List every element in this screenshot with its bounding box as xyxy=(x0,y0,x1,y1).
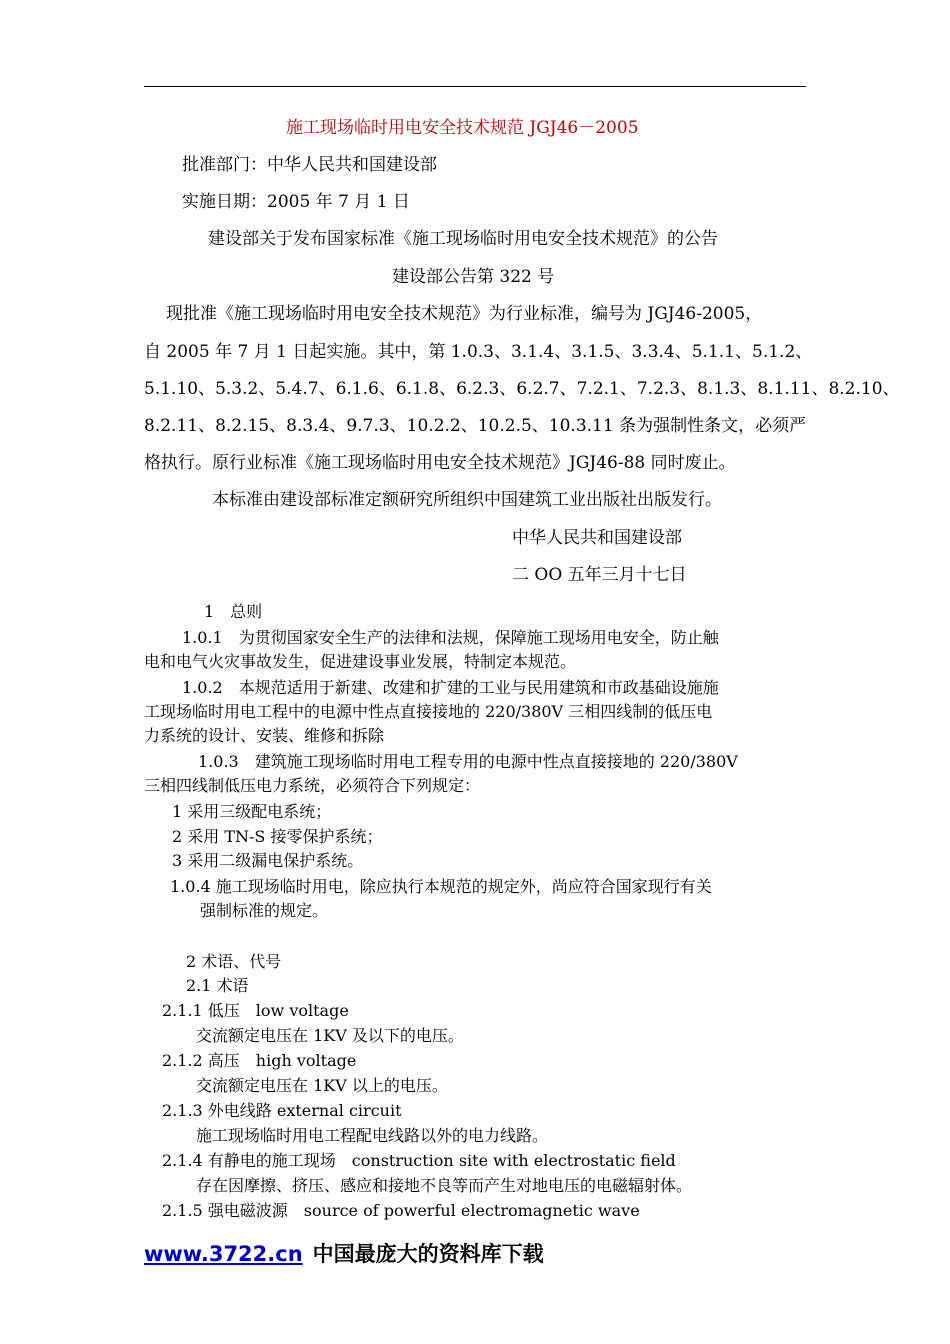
clause-line: 工现场临时用电工程中的电源中性点直接接地的 220/380V 三相四线制的低压电 xyxy=(144,702,713,721)
effective-date: 实施日期：2005 年 7 月 1 日 xyxy=(182,192,410,212)
footer-link[interactable]: www.3722.cn xyxy=(144,1242,303,1266)
clause-line: 1.0.4 施工现场临时用电，除应执行本规范的规定外，尚应符合国家现行有关 xyxy=(170,877,712,896)
announcement-line: 5.1.10、5.3.2、5.4.7、6.1.6、6.1.8、6.2.3、6.2.7、7.2.1、7.2.3、8.1.3、8.1.11、8.2.10、 xyxy=(144,379,900,399)
list-item: 3 采用二级漏电保护系统。 xyxy=(172,851,364,870)
header-rule xyxy=(144,86,806,87)
signature-date: 二 OO 五年三月十七日 xyxy=(512,565,687,585)
announcement-line: 8.2.11、8.2.15、8.3.4、9.7.3、10.2.2、10.2.5、10.3.11 条为强制性条文，必须严 xyxy=(144,416,807,436)
clause-line: 1.0.1 为贯彻国家安全生产的法律和法规，保障施工现场用电安全，防止触 xyxy=(182,628,719,647)
announcement-line: 自 2005 年 7 月 1 日起实施。其中，第 1.0.3、3.1.4、3.1.5、3.3.4、5.1.1、5.1.2、 xyxy=(144,342,813,362)
term-line: 2.1.3 外电线路 external circuit xyxy=(162,1101,402,1120)
list-item: 2 采用 TN-S 接零保护系统； xyxy=(172,827,383,846)
announcement-title: 建设部关于发布国家标准《施工现场临时用电安全技术规范》的公告 xyxy=(208,229,718,249)
term-line: 2.1.1 低压 low voltage xyxy=(162,1001,349,1020)
publish-note: 本标准由建设部标准定额研究所组织中国建筑工业出版社出版发行。 xyxy=(212,490,722,510)
announcement-line: 现批准《施工现场临时用电安全技术规范》为行业标准，编号为 JGJ46-2005， xyxy=(166,304,763,324)
term-definition: 交流额定电压在 1KV 以上的电压。 xyxy=(196,1076,448,1095)
footer-slogan: 中国最庞大的资料库下载 xyxy=(312,1242,544,1266)
clause-line: 1.0.3 建筑施工现场临时用电工程专用的电源中性点直接接地的 220/380V xyxy=(198,752,738,771)
announcement-line: 格执行。原行业标准《施工现场临时用电安全技术规范》JGJ46-88 同时废止。 xyxy=(144,453,736,473)
document-title: 施工现场临时用电安全技术规范 JGJ46－2005 xyxy=(286,118,639,138)
list-item: 1 采用三级配电系统； xyxy=(172,802,332,821)
term-definition: 交流额定电压在 1KV 及以下的电压。 xyxy=(196,1026,464,1045)
signature-org: 中华人民共和国建设部 xyxy=(512,528,682,548)
clause-line: 1.0.2 本规范适用于新建、改建和扩建的工业与民用建筑和市政基础设施施 xyxy=(182,678,719,697)
clause-line: 三相四线制低压电力系统，必须符合下列规定： xyxy=(144,776,481,795)
footer-banner xyxy=(144,1238,544,1268)
subsection-heading: 2.1 术语 xyxy=(186,976,249,995)
announcement-number: 建设部公告第 322 号 xyxy=(392,267,555,287)
clause-line: 力系统的设计、安装、维修和拆除 xyxy=(144,726,385,745)
clause-line: 强制标准的规定。 xyxy=(200,901,329,920)
section-heading: 2 术语、代号 xyxy=(186,952,282,971)
term-definition: 施工现场临时用电工程配电线路以外的电力线路。 xyxy=(196,1126,549,1145)
term-definition: 存在因摩擦、挤压、感应和接地不良等而产生对地电压的电磁辐射体。 xyxy=(196,1176,693,1195)
term-line: 2.1.4 有静电的施工现场 construction site with electrostatic field xyxy=(162,1151,676,1170)
term-line: 2.1.2 高压 high voltage xyxy=(162,1051,357,1070)
approval-dept: 批准部门：中华人民共和国建设部 xyxy=(182,155,437,175)
section-heading: 1 总则 xyxy=(204,602,263,621)
term-line: 2.1.5 强电磁波源 source of powerful electromagnetic wave xyxy=(162,1201,640,1220)
clause-line: 电和电气火灾事故发生，促进建设事业发展，特制定本规范。 xyxy=(144,652,577,671)
